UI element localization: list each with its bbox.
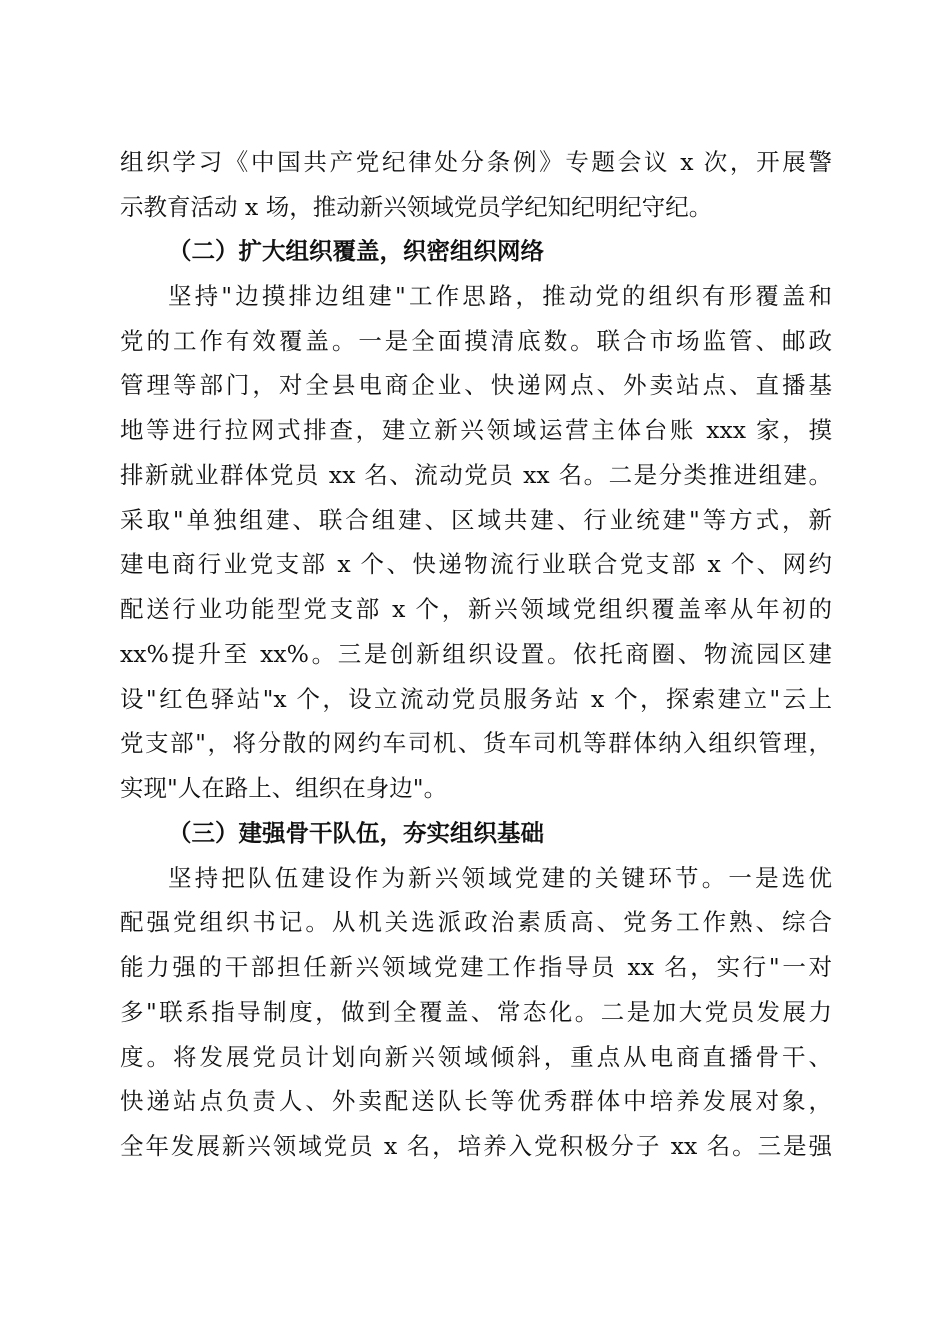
paragraph-line: 配强党组织书记。从机关选派政治素质高、党务工作熟、综合 — [120, 908, 832, 936]
paragraph-line: 采取"单独组建、联合组建、区域共建、行业统建"等方式，新 — [120, 506, 832, 534]
section-heading-3: （三）建强骨干队伍，夯实组织基础 — [168, 819, 544, 847]
paragraph-line: 坚持"边摸排边组建"工作思路，推动党的组织有形覆盖和 — [168, 282, 832, 310]
paragraph-line: 全年发展新兴领域党员 x 名，培养入党积极分子 xx 名。三是强 — [120, 1132, 832, 1160]
paragraph-line: 多"联系指导制度，做到全覆盖、常态化。二是加大党员发展力 — [120, 998, 832, 1026]
paragraph-line: 组织学习《中国共产党纪律处分条例》专题会议 x 次，开展警 — [120, 148, 832, 176]
paragraph-line: 实现"人在路上、组织在身边"。 — [120, 774, 448, 802]
paragraph-line: 度。将发展党员计划向新兴领域倾斜，重点从电商直播骨干、 — [120, 1043, 832, 1071]
paragraph-line: 能力强的干部担任新兴领域党建工作指导员 xx 名，实行"一对 — [120, 953, 832, 981]
paragraph-line: 地等进行拉网式排查，建立新兴领域运营主体台账 xxx 家，摸 — [120, 416, 832, 444]
paragraph-line: 设"红色驿站"x 个，设立流动党员服务站 x 个，探索建立"云上 — [120, 685, 832, 713]
paragraph-line: 配送行业功能型党支部 x 个，新兴领域党组织覆盖率从年初的 — [120, 595, 832, 623]
paragraph-line: 快递站点负责人、外卖配送队长等优秀群体中培养发展对象， — [120, 1087, 832, 1115]
paragraph-line: 坚持把队伍建设作为新兴领域党建的关键环节。一是选优 — [168, 864, 832, 892]
paragraph-line: 示教育活动 x 场，推动新兴领域党员学纪知纪明纪守纪。 — [120, 193, 713, 221]
paragraph-line: 排新就业群体党员 xx 名、流动党员 xx 名。二是分类推进组建。 — [120, 461, 832, 489]
paragraph-line: 管理等部门，对全县电商企业、快递网点、外卖站点、直播基 — [120, 371, 832, 399]
paragraph-line: 建电商行业党支部 x 个、快递物流行业联合党支部 x 个、网约 — [120, 550, 832, 578]
section-heading-2: （二）扩大组织覆盖，织密组织网络 — [168, 237, 544, 265]
paragraph-line: 党支部"，将分散的网约车司机、货车司机等群体纳入组织管理， — [120, 729, 832, 757]
paragraph-line: xx%提升至 xx%。三是创新组织设置。依托商圈、物流园区建 — [120, 640, 832, 668]
paragraph-line: 党的工作有效覆盖。一是全面摸清底数。联合市场监管、邮政 — [120, 327, 832, 355]
